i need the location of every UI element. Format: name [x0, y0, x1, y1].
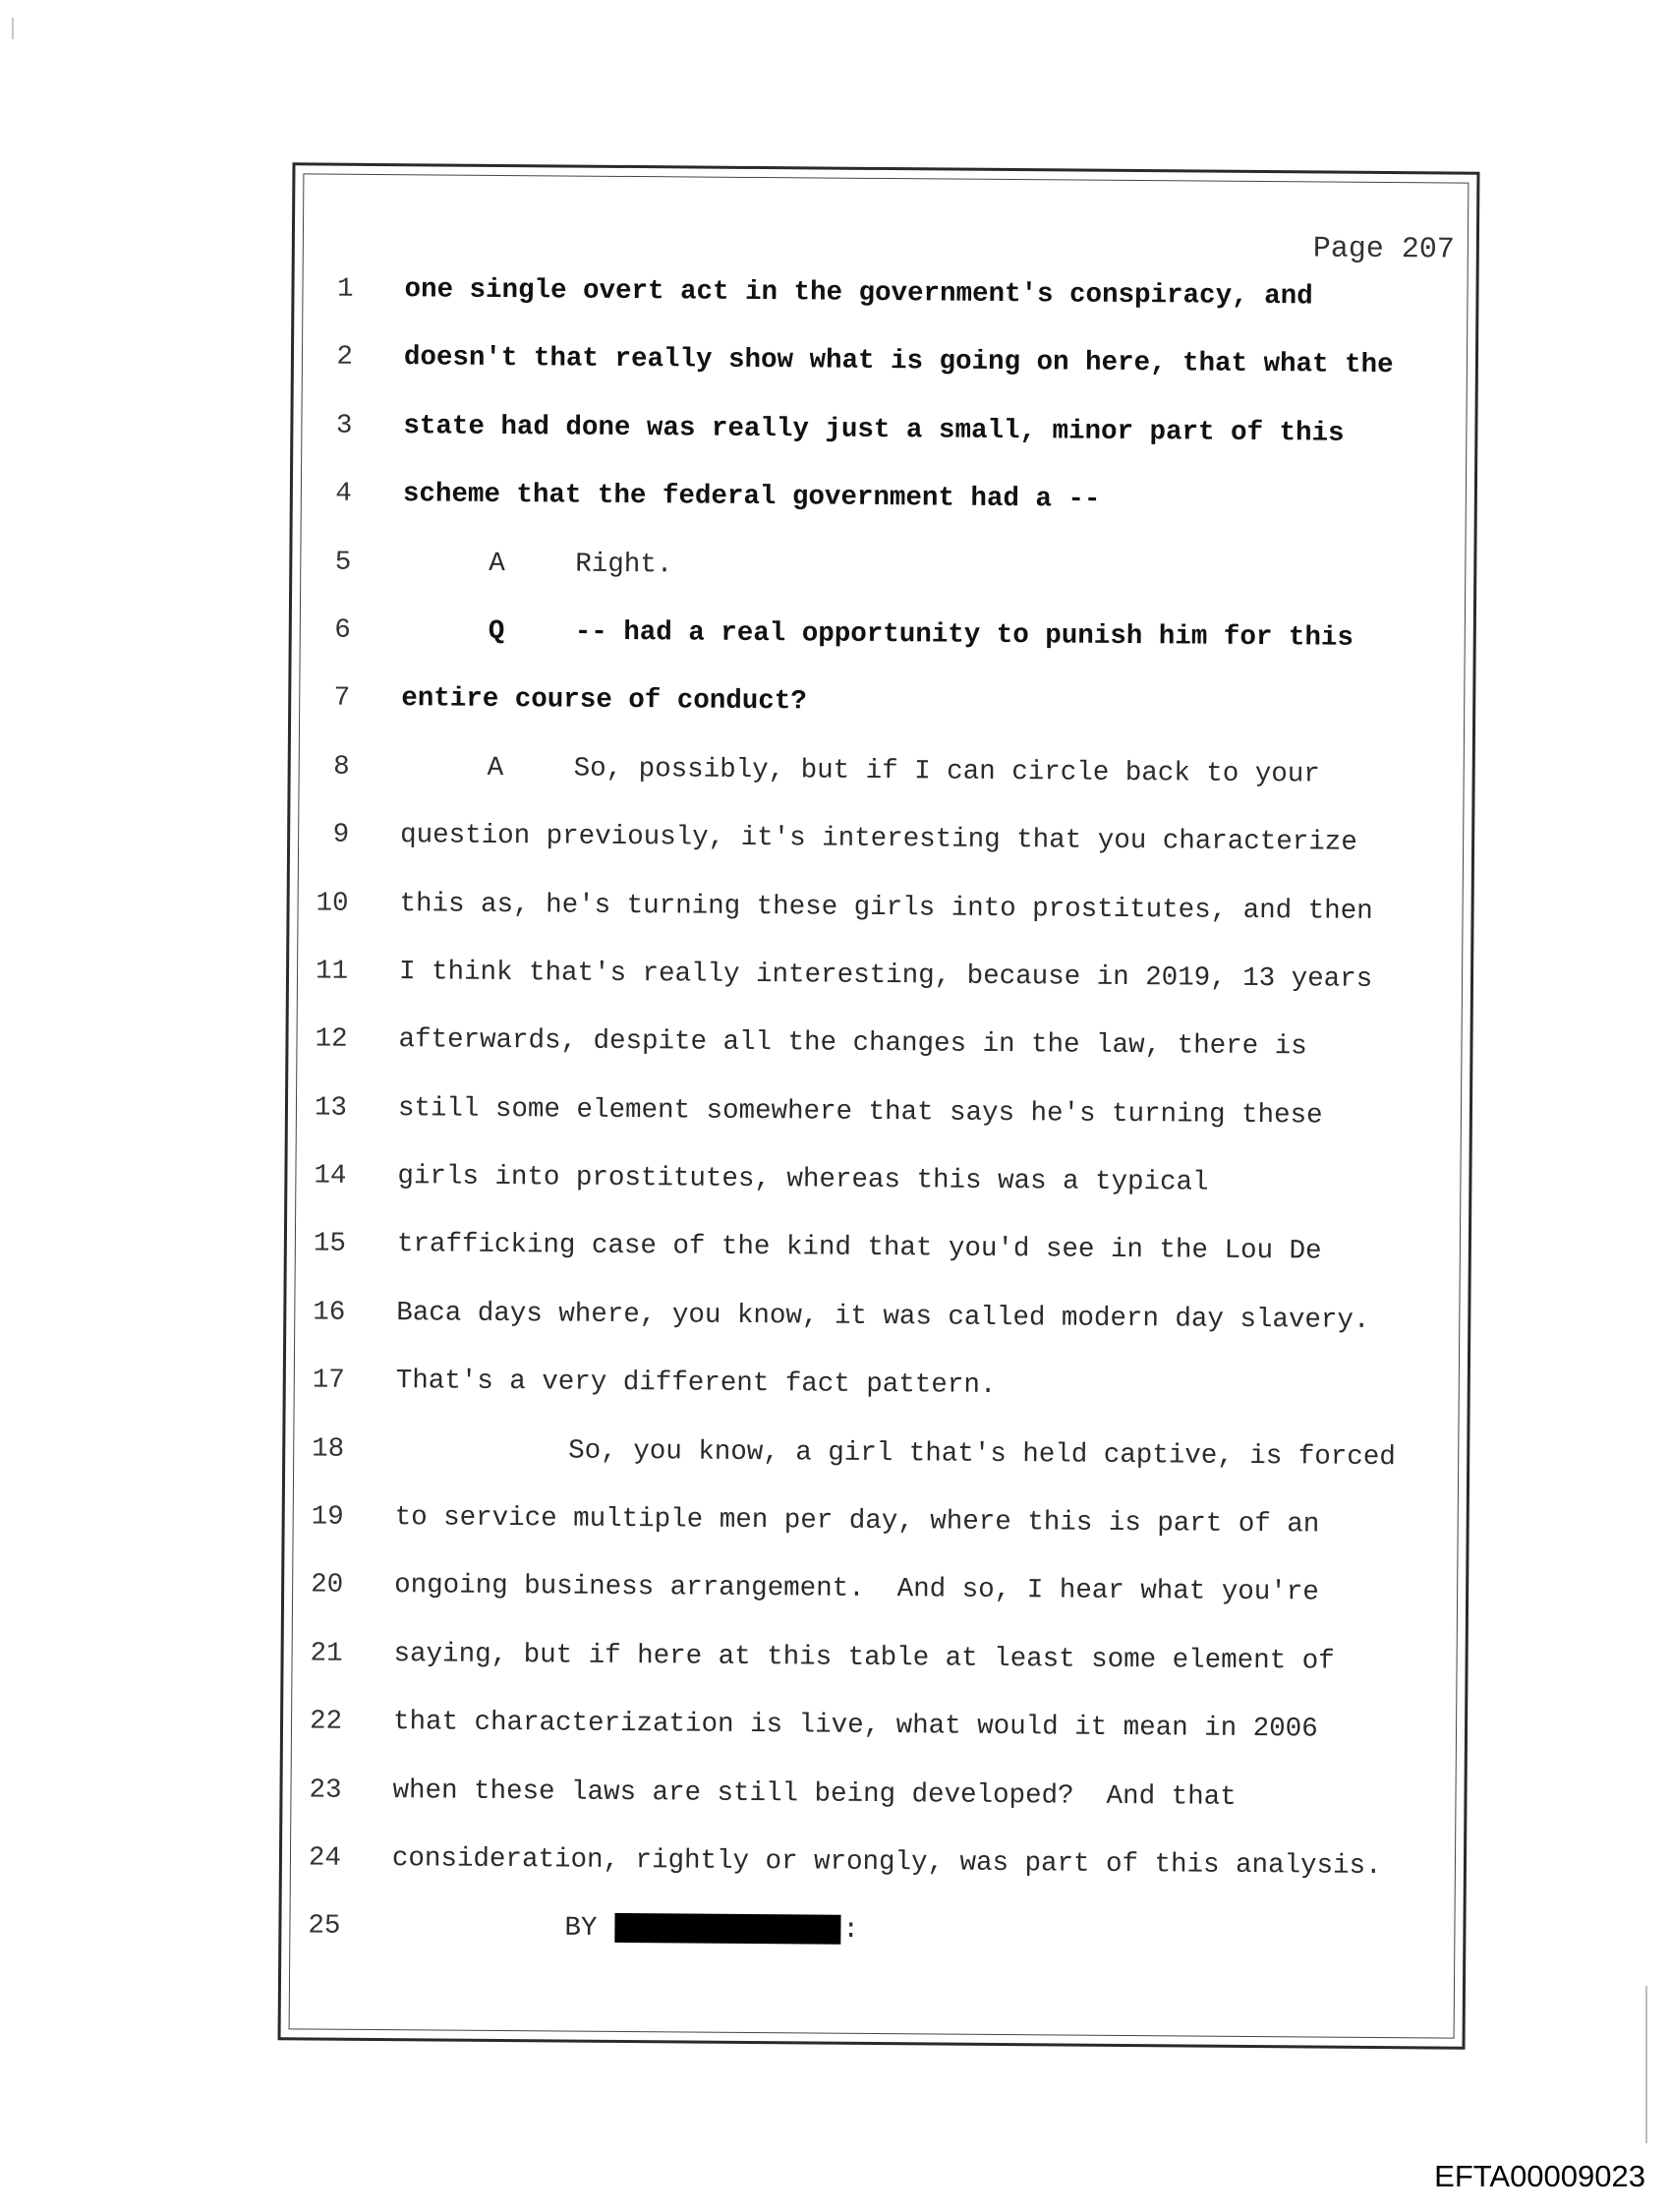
- line-text: doesn't that really show what is going on here, that what the: [403, 342, 1394, 381]
- document-id: EFTA00009023: [1434, 2159, 1645, 2193]
- line-number: 24: [308, 1842, 342, 1874]
- line-number: 19: [311, 1501, 344, 1533]
- line-number: 6: [334, 614, 351, 646]
- transcript-line: [281, 1911, 1464, 1989]
- transcript-line: [289, 956, 1471, 1033]
- line-text: state had done was really just a small, minor part of this: [403, 410, 1345, 449]
- transcript-lines: [281, 273, 1476, 1988]
- transcript-line: [285, 1366, 1468, 1443]
- line-text: one single overt act in the government's conspiracy, and: [404, 274, 1313, 313]
- transcript-line: [286, 1229, 1469, 1307]
- line-text: ongoing business arrangement. And so, I hear what you're: [394, 1570, 1319, 1608]
- line-text: that characterization is live, what would it mean in 2006: [392, 1707, 1318, 1745]
- scan-edge-artifact: [1645, 1986, 1647, 2143]
- line-number: 8: [333, 751, 350, 783]
- transcript-line: [294, 342, 1476, 420]
- line-number: 22: [309, 1706, 343, 1737]
- line-number: 15: [313, 1228, 346, 1260]
- transcript-line: [283, 1706, 1466, 1783]
- answer-line: [488, 753, 1320, 790]
- line-text: entire course of conduct?: [401, 683, 807, 718]
- line-number: 1: [336, 273, 354, 305]
- line-number: 18: [312, 1433, 345, 1465]
- line-text: afterwards, despite all the changes in the law, there is: [398, 1024, 1307, 1063]
- by-label: BY: [564, 1913, 598, 1945]
- line-number: 20: [311, 1569, 344, 1601]
- line-text: still some element somewhere that says he's turning these: [397, 1092, 1323, 1132]
- line-number: 16: [313, 1297, 346, 1328]
- line-number: 4: [335, 478, 352, 509]
- line-number: 13: [314, 1092, 348, 1124]
- transcript-line: [282, 1842, 1465, 1920]
- line-number: 21: [310, 1638, 343, 1669]
- line-text: -- had a real opportunity to punish him for this: [574, 616, 1354, 654]
- transcript-line: [282, 1775, 1465, 1852]
- transcript-line: [289, 888, 1471, 965]
- line-number: 12: [315, 1023, 348, 1056]
- line-number: 3: [335, 410, 353, 441]
- transcript-line: [290, 819, 1472, 897]
- transcript-line: [285, 1433, 1468, 1511]
- line-number: 14: [314, 1160, 347, 1192]
- redaction-bar: [614, 1913, 840, 1945]
- line-number: 25: [308, 1910, 341, 1943]
- speaker-label: A: [489, 548, 505, 579]
- answer-line: [489, 548, 672, 579]
- transcript-line: [290, 751, 1472, 829]
- line-number: 9: [332, 819, 350, 850]
- transcript-line: [288, 1024, 1470, 1102]
- line-number: 23: [309, 1775, 342, 1806]
- line-number: 2: [336, 342, 354, 374]
- transcript-line: [293, 410, 1475, 488]
- line-text: saying, but if here at this table at least some element of: [393, 1638, 1335, 1677]
- transcript-line: [284, 1570, 1467, 1648]
- page-number: Page 207: [1312, 232, 1455, 267]
- examiner-line: [564, 1913, 859, 1947]
- transcript-line: [284, 1501, 1467, 1579]
- line-text: girls into prostitutes, whereas this was a typical: [397, 1161, 1209, 1198]
- line-number: 10: [316, 888, 349, 919]
- transcript-line: [286, 1297, 1469, 1374]
- line-text: when these laws are still being developed? And that: [392, 1775, 1237, 1813]
- line-text: question previously, it's interesting that you characterize: [400, 820, 1357, 858]
- question-line: [489, 616, 1354, 654]
- line-number: 7: [333, 682, 351, 715]
- line-text: to service multiple men per day, where this is part of an: [394, 1502, 1320, 1541]
- transcript-line: [292, 547, 1474, 624]
- transcript-line: [294, 273, 1476, 351]
- speaker-label: A: [487, 752, 504, 784]
- line-text: Baca days where, you know, it was called modern day slavery.: [396, 1298, 1370, 1336]
- line-text: scheme that the federal government had a --: [402, 479, 1101, 515]
- transcript-line: [288, 1092, 1470, 1170]
- line-text: So, possibly, but if I can circle back to your: [573, 753, 1320, 790]
- line-text: Right.: [575, 549, 673, 580]
- line-number: 11: [315, 956, 349, 987]
- line-text: this as, he's turning these girls into prostitutes, and then: [399, 888, 1373, 927]
- line-text: trafficking case of the kind that you'd see in the Lou De: [396, 1229, 1322, 1268]
- line-number: 17: [312, 1365, 345, 1396]
- line-text: That's a very different fact pattern.: [395, 1366, 997, 1402]
- line-text: I think that's really interesting, because in 2019, 13 years: [398, 957, 1373, 995]
- colon: :: [842, 1915, 860, 1947]
- line-text: consideration, rightly or wrongly, was part of this analysis.: [391, 1843, 1382, 1883]
- transcript-line: [291, 614, 1473, 692]
- transcript-line: [287, 1160, 1469, 1238]
- line-text: So, you know, a girl that's held captive, is forced: [568, 1435, 1396, 1473]
- transcript-line: [283, 1638, 1466, 1716]
- transcript-page-frame: [278, 162, 1480, 2049]
- line-number: 5: [334, 547, 352, 578]
- transcript-line: [292, 478, 1474, 555]
- transcript-line: [291, 683, 1473, 761]
- scan-artifact: [12, 18, 14, 39]
- speaker-label: Q: [488, 615, 505, 647]
